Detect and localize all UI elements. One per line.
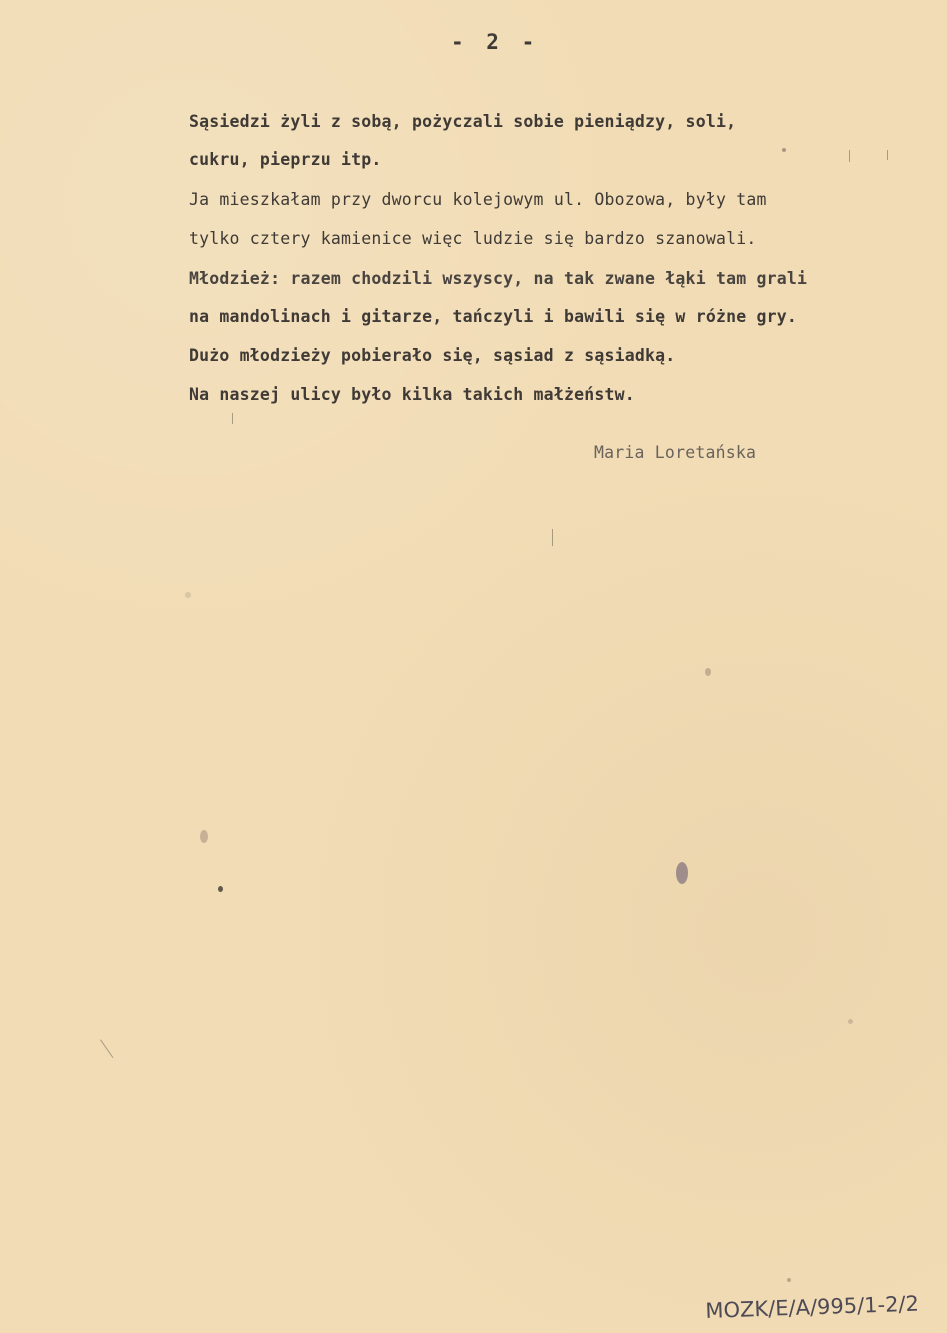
ink-dot bbox=[782, 148, 786, 152]
text-line-2: cukru, pieprzu itp. bbox=[189, 150, 382, 169]
paper-fiber bbox=[887, 150, 888, 160]
page-number: - 2 - bbox=[451, 30, 540, 54]
ink-dot bbox=[787, 1278, 791, 1282]
ink-dot bbox=[218, 886, 223, 892]
paper-stain bbox=[200, 830, 208, 843]
ink-stain bbox=[676, 862, 688, 884]
text-line-6: na mandolinach i gitarze, tańczyli i bawili się w różne gry. bbox=[189, 307, 798, 326]
paper-fiber bbox=[849, 150, 850, 162]
paper-fiber bbox=[232, 413, 233, 424]
text-line-5: Młodzież: razem chodzili wszyscy, na tak zwane łąki tam grali bbox=[189, 269, 808, 288]
paper-fiber bbox=[552, 529, 553, 546]
text-line-3: Ja mieszkałam przy dworcu kolejowym ul. Obozowa, były tam bbox=[189, 190, 767, 209]
text-line-4: tylko cztery kamienice więc ludzie się bardzo szanowali. bbox=[189, 229, 757, 248]
text-line-8: Na naszej ulicy było kilka takich małżeństw. bbox=[189, 385, 635, 404]
text-line-1: Sąsiedzi żyli z sobą, pożyczali sobie pieniądzy, soli, bbox=[189, 112, 737, 131]
paper-stain bbox=[705, 668, 711, 676]
text-line-7: Dużo młodzieży pobierało się, sąsiad z sąsiadką. bbox=[189, 346, 676, 365]
archive-reference-mark: MOZK/E/A/995/1-2/2 bbox=[705, 1291, 920, 1323]
author-signature: Maria Loretańska bbox=[594, 443, 757, 462]
paper-stain bbox=[185, 592, 191, 598]
paper-fiber bbox=[100, 1039, 113, 1058]
paper-stain bbox=[848, 1019, 853, 1024]
